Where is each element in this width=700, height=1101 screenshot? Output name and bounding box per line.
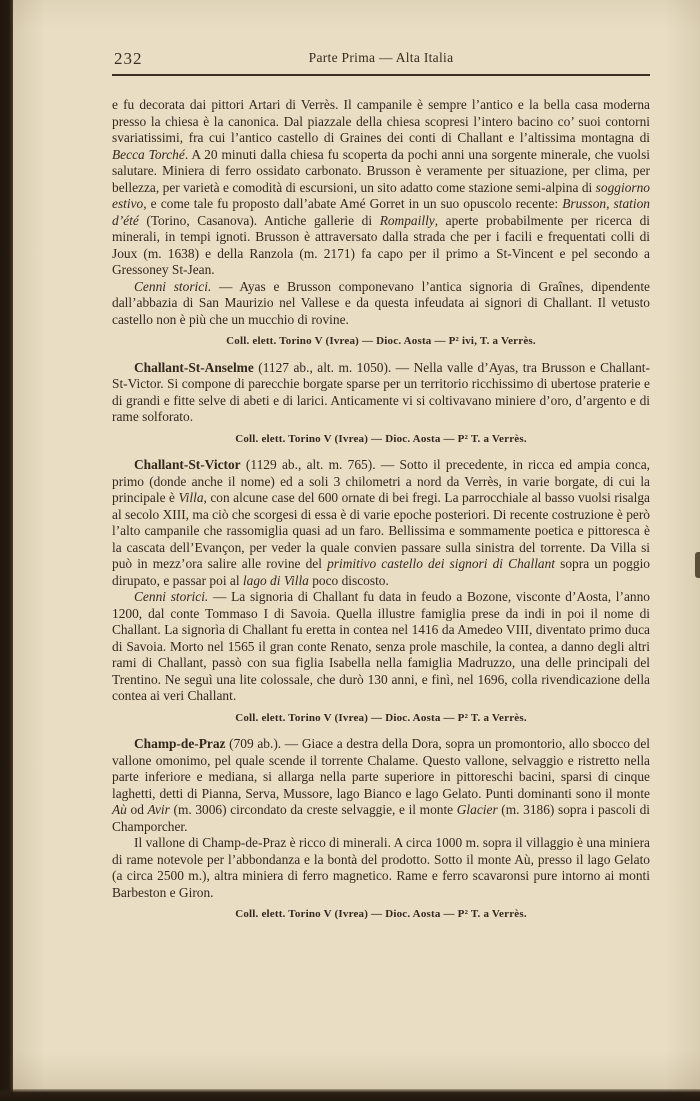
text-run: primitivo castello dei signori di Challant xyxy=(327,556,556,571)
text-run: Challant-St-Victor xyxy=(134,457,241,472)
text-run: Coll. elett. Torino V (Ivrea) — Dioc. Aosta — P² T. a Verrès. xyxy=(235,711,527,724)
text-run: , e come tale fu proposto dall’abate Amé Gorret in un suo opuscolo recente: xyxy=(143,196,563,211)
paragraph xyxy=(112,589,650,705)
scan-edge-left xyxy=(0,0,13,1101)
page-content xyxy=(112,42,650,928)
text-run: , con alcune case del 600 ornate di bei fregi. La parrocchiale al basso vuolsi risalga al secolo XIII, ma ciò che scorgesi di essa è di varie epoche posteriori. Di recente costruzione è però l’alto campanile che rassomiglia quasi ad un faro. Bellissima e sommamente poetica e pittoresca è la cascata dell’Evançon, per veder la quale convien passare sulla sinistra del torrente. Da Villa si può in mezz’ora salire alle rovine del xyxy=(112,490,650,571)
text-run: poco discosto. xyxy=(308,572,389,588)
colophon-line xyxy=(112,906,650,923)
text-run: (Torino, Casanova). Antiche gallerie di xyxy=(138,212,380,228)
text-run: Glacier xyxy=(456,802,498,817)
entry-paragraph xyxy=(112,457,650,589)
colophon-line xyxy=(112,710,650,727)
running-title: Parte Prima — Alta Italia xyxy=(308,50,454,65)
text-run: . A 20 minuti dalla chiesa fu scoperta da pochi anni una sorgente minerale, che vuolsi salutare. Miniera di ferro ossidato carbonato. Brusson è veramente per situazione, per clima, per bellezza, per varietà e comodità di escursioni, un sito adatto come stazione semi-alpina di xyxy=(112,146,651,195)
text-run: (1129 ab., alt. m. 765). — Sotto il precedente, in ricca ed ampia conca, primo (donde anche il nome) ed a soli 3 chilometri a nord da Verrès, in varie borgate, di cui la principale è xyxy=(112,457,650,505)
text-run: Champ-de-Praz xyxy=(134,736,226,751)
text-run: Challant-St-Anselme xyxy=(134,359,254,375)
text-run: e fu decorata dai pittori Artari di Verrès. Il campanile è sempre l’antico e la bella casa moderna presso la chiesa è la canonica. Dal piazzale della chiesa scopresi l’intero bacino co’ suoi contorni svariatissimi, fra cui l’antico castello di Graines dei conti di Challant e l’altissima montagna di xyxy=(112,97,650,145)
page-body xyxy=(112,97,650,923)
scan-edge-bottom xyxy=(0,1089,700,1101)
entry-paragraph xyxy=(112,736,650,835)
text-run: Aù xyxy=(112,802,127,817)
text-run: Cenni storici. xyxy=(134,589,209,604)
page-number: 232 xyxy=(114,49,143,68)
text-run: Becca Torché xyxy=(112,146,185,162)
text-run: od xyxy=(126,802,148,817)
text-run: lago di Villa xyxy=(242,572,309,588)
scan-artifact xyxy=(695,552,700,578)
text-run: — Ayas e Brusson componevano l’antica signoria di Graînes, dipendente dall’abbazia di San Maurizio nel Vallese e da questa infeudata ai signori di Challant. Il vetusto castello non è più che un mucchio di rovine. xyxy=(112,278,650,327)
text-run: Il vallone di Champ-de-Praz è ricco di minerali. A circa 1000 m. sopra il villaggio è una miniera di rame notevole per l’abbondanza e la bontà del prodotto. Sotto il monte Aù, presso il lago Gelato (a circa 2500 m.), altra miniera di ferro magnetico. Rame e ferro scavaronsi pure intorno ai monti Barbeston e Giron. xyxy=(112,835,650,900)
text-run: Rompailly xyxy=(379,212,435,228)
text-run: (m. 3006) circondato da creste selvaggie, e il monte xyxy=(169,802,457,817)
text-run: , aperte probabilmente per ricerca di minerali, in tempi ignoti. Brusson è attraversato dalla strada che per i facili e frequentati colli di Joux (m. 1638) e della Ranzola (m. 2171) fa capo per il primo a St-Vincent e pel secondo a Gressoney St-Jean. xyxy=(112,212,650,277)
text-run: Coll. elett. Torino V (Ivrea) — Dioc. Aosta — P² ivi, T. a Verrès. xyxy=(226,335,536,347)
text-run: (m. 3186) sopra i pascoli di Champorcher. xyxy=(112,802,650,834)
text-run: Brusson, station d’été xyxy=(112,196,650,228)
paragraph xyxy=(112,279,650,329)
text-run: sopra un poggio dirupato, e passar poi al xyxy=(112,556,650,588)
paragraph xyxy=(112,835,650,901)
colophon-line xyxy=(112,431,650,448)
entry-paragraph xyxy=(112,360,650,426)
colophon-line xyxy=(112,333,650,350)
text-run: — La signoria di Challant fu data in feudo a Bozone, visconte d’Aosta, l’anno 1200, dal conte Tommaso I di Savoia. Quella illustre famiglia prese da indi in poi il nome di Challant. La signorìa di Challant fu eretta in contea nel 1416 da Amedeo VIII, diventato primo duca di Savoia. Morto nel 1565 il gran conte Renato, senza prole maschile, la contea, a danno degli altri rami di Challant, passò con sua figlia Isabella nella famiglia Madruzzo, una delle principali del Trentino. Ne seguì una lite colossale, che durò 130 anni, e finì, nel 1696, colla rivendicazione della contea ai veri Challant. xyxy=(112,589,650,703)
header-rule xyxy=(112,74,650,76)
paragraph xyxy=(112,97,650,279)
page-header xyxy=(112,42,650,70)
text-run: (1127 ab., alt. m. 1050). — Nella valle d’Ayas, tra Brusson e Challant-St-Victor. Si compone di parecchie borgate sparse per un territorio ricchissimo di ubertose praterie e di grandi e fitte selve di abeti e di larici. Anticamente vi si coltivavano miniere d’oro, d’argento e di rame solforato. xyxy=(112,359,650,424)
text-run: soggiorno estivo xyxy=(112,179,650,211)
text-run: Villa xyxy=(178,490,204,505)
text-run: (709 ab.). — Giace a destra della Dora, sopra un promontorio, allo sbocco del vallone omonimo, pel quale scende il torrente Chalame. Questo vallone, selvaggio e ristretto nella parte inferiore e mediana, si allarga nella parte superiore in pittoreschi bacini, sparsi di cinque laghetti, detti di Pianna, Serva, Mussore, lago Bianco e lago Gelato. Punti dominanti sono il monte xyxy=(112,736,650,801)
text-run: Cenni storici. xyxy=(134,278,212,294)
text-run: Avir xyxy=(147,802,170,817)
text-run: Coll. elett. Torino V (Ivrea) — Dioc. Aosta — P² T. a Verrès. xyxy=(235,908,527,920)
text-run: Coll. elett. Torino V (Ivrea) — Dioc. Aosta — P² T. a Verrès. xyxy=(235,432,527,445)
